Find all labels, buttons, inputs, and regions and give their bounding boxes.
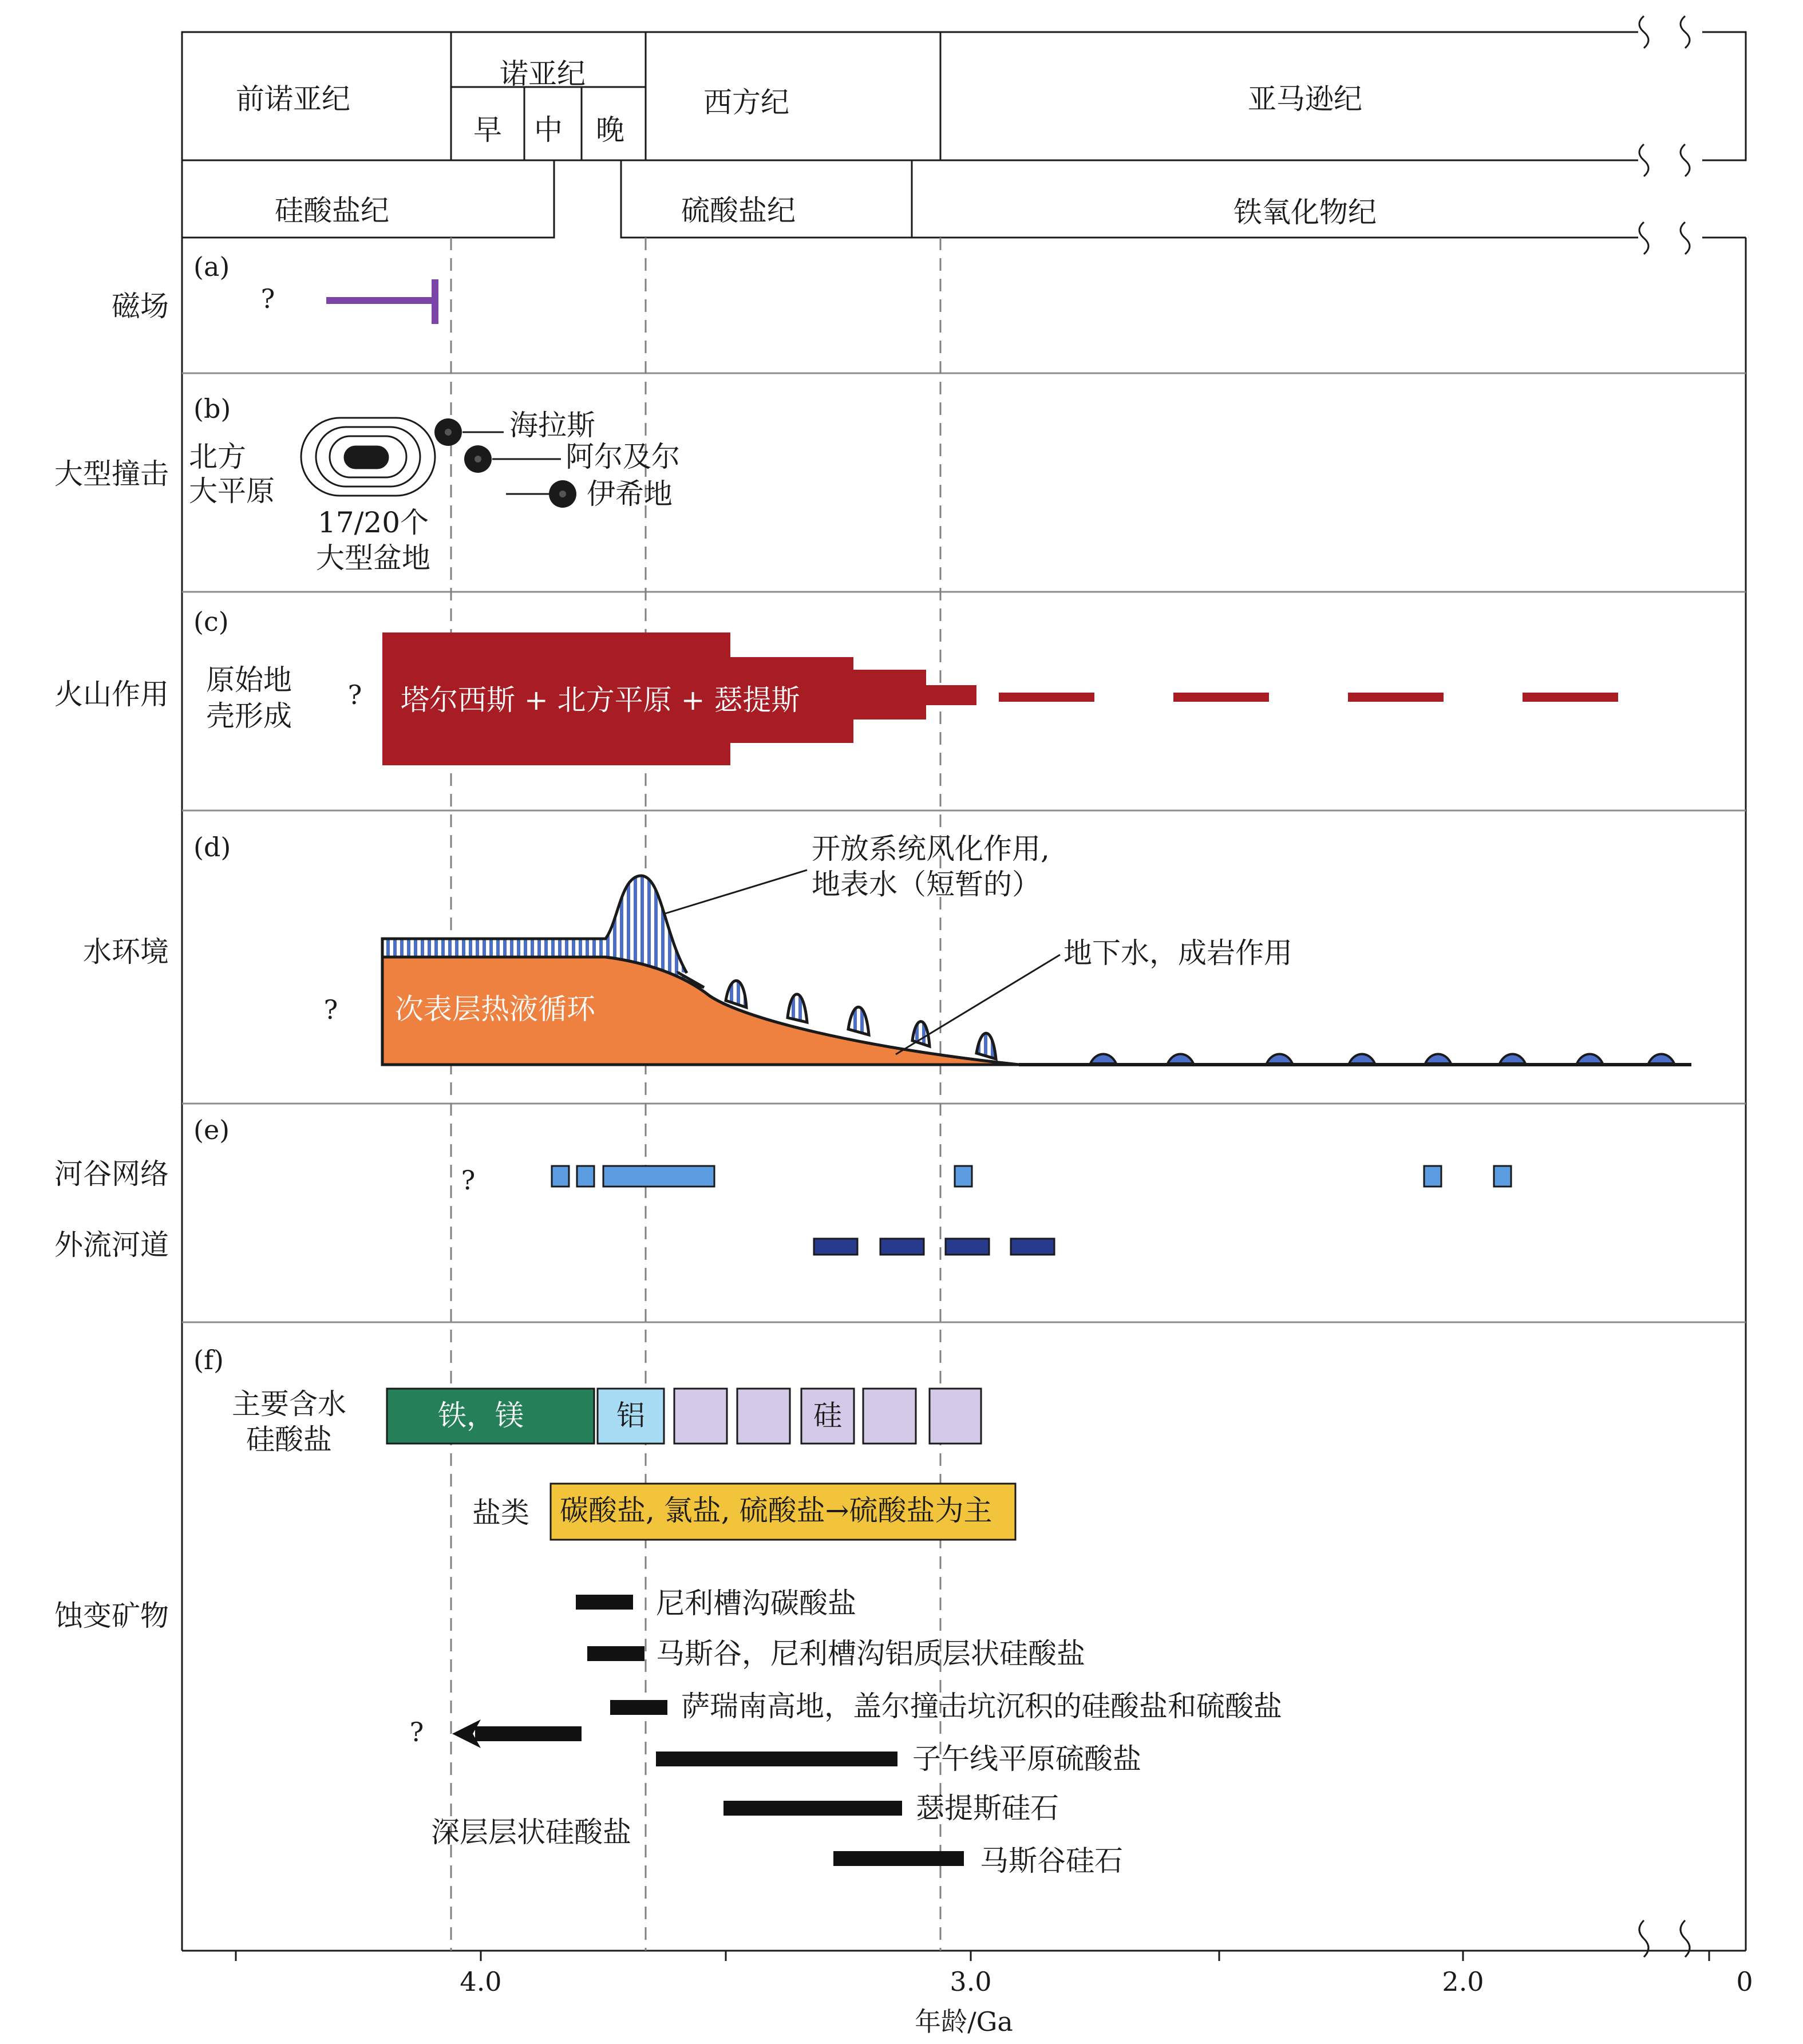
era-siderikian: 铁氧化物纪 [1233, 196, 1377, 229]
x-tick-4: 4.0 [460, 1966, 502, 1997]
deep-silicates-arrow [452, 1719, 582, 1748]
hydrothermal-label: 次表层热液循环 [395, 993, 595, 1026]
salts-box [551, 1484, 1015, 1540]
weathering-label-line2: 地表水（短暂的） [812, 868, 1041, 901]
weathering-leader-line [665, 870, 807, 914]
outflow-channel-bars [814, 1239, 1054, 1255]
row-label-valley-networks: 河谷网络 [54, 1157, 169, 1191]
era-hesperian: 西方纪 [703, 86, 789, 119]
row-label-magnetic-field: 磁场 [112, 290, 169, 323]
al-label: 铝 [616, 1399, 645, 1432]
x-tick-2: 2.0 [1442, 1966, 1484, 1997]
x-axis-ticks [236, 1951, 1709, 1961]
groundwater-leader-line [896, 955, 1060, 1054]
deep-phyllosilicates-label: 深层层状硅酸盐 [431, 1816, 631, 1849]
fe-mg-silicate-box [387, 1389, 594, 1444]
x-tick-0: 0 [1736, 1966, 1753, 1997]
magnetic-question-mark: ? [260, 283, 275, 314]
era-late-noachian: 晚 [596, 113, 624, 147]
groundwater-label: 地下水，成岩作用 [1063, 936, 1292, 970]
hydrous-silicates-label-line2: 硅酸盐 [246, 1423, 332, 1456]
volcanism-label: 塔尔西斯 + 北方平原 + 瑟提斯 [401, 683, 800, 717]
row-label-alteration-minerals: 蚀变矿物 [54, 1599, 169, 1632]
mawrth-silica-label: 马斯谷硅石 [980, 1844, 1123, 1877]
panel-b-tag: (b) [193, 393, 231, 424]
panel-e-tag: (e) [193, 1114, 230, 1145]
panel-c-tag: (c) [193, 606, 229, 637]
aqueous-question-mark: ? [323, 994, 338, 1025]
crust-formation-line2: 壳形成 [206, 699, 292, 733]
syrtis-silica-label: 瑟提斯硅石 [916, 1792, 1059, 1825]
argyre-label: 阿尔及尔 [566, 440, 680, 473]
era-phyllocian: 硅酸盐纪 [275, 194, 389, 227]
salts-label: 盐类 [472, 1496, 529, 1529]
salts-box-label: 碳酸盐, 氯盐, 硫酸盐→硫酸盐为主 [560, 1494, 993, 1527]
hellas-impact-marker [434, 418, 504, 446]
isidis-label: 伊希地 [587, 477, 673, 511]
borealis-label-line2: 大平原 [189, 475, 275, 508]
era-noachian: 诺亚纪 [500, 57, 586, 90]
fe-mg-label: 铁，镁 [438, 1399, 524, 1432]
valley-network-bars [552, 1166, 1511, 1187]
argyre-impact-marker [464, 445, 561, 473]
si-label: 硅 [813, 1399, 842, 1432]
valley-question-mark: ? [461, 1165, 476, 1196]
meridiani-sulfates-label: 子午线平原硫酸盐 [912, 1742, 1141, 1776]
era-header [182, 32, 1746, 238]
deep-silicates-question-mark: ? [409, 1717, 424, 1748]
era-middle-noachian: 中 [534, 113, 563, 147]
basins-label-line2: 大型盆地 [316, 541, 430, 575]
al-silicate-box [598, 1389, 664, 1444]
late-aqueous-pulses [1090, 1054, 1674, 1064]
row-label-large-impacts: 大型撞击 [54, 457, 169, 491]
mawrth-nili-al-phyllosilicates-label: 马斯谷，尼利槽沟铝质层状硅酸盐 [656, 1637, 1085, 1670]
borealis-label-line1: 北方 [189, 440, 246, 473]
era-amazonian: 亚马逊纪 [1248, 82, 1362, 116]
terra-sirenum-gale-deposits-label: 萨瑞南高地，盖尔撞击坑沉积的硅酸盐和硫酸盐 [681, 1690, 1282, 1723]
panel-a-tag: (a) [193, 251, 230, 282]
weathering-label-line1: 开放系统风化作用, [812, 832, 1050, 865]
volcanism-question-mark: ? [347, 679, 362, 710]
row-label-volcanism: 火山作用 [54, 678, 169, 711]
era-pre-noachian: 前诺亚纪 [236, 82, 350, 116]
era-theiikian: 硫酸盐纪 [681, 194, 796, 227]
row-label-outflow-channels: 外流河道 [54, 1228, 169, 1262]
panel-d-tag: (d) [193, 832, 231, 863]
hydrous-silicates-label-line1: 主要含水 [232, 1387, 346, 1421]
basins-label-line1: 17/20个 [317, 506, 429, 539]
isidis-impact-marker [506, 480, 576, 508]
mineral-deposit-bars [576, 1595, 964, 1866]
x-tick-3: 3.0 [950, 1966, 992, 1997]
hellas-label: 海拉斯 [509, 409, 595, 442]
row-label-aqueous-environment: 水环境 [83, 935, 169, 968]
axis-break-marks [1638, 16, 1702, 1957]
borealis-basin-icon [301, 418, 435, 496]
era-early-noachian: 早 [473, 113, 502, 147]
nili-fossae-carbonates-label: 尼利槽沟碳酸盐 [656, 1587, 856, 1620]
crust-formation-line1: 原始地 [206, 663, 292, 697]
x-axis-label: 年龄/Ga [915, 2006, 1013, 2037]
magnetic-field-bar [326, 279, 435, 324]
panel-f-tag: (f) [193, 1345, 224, 1375]
